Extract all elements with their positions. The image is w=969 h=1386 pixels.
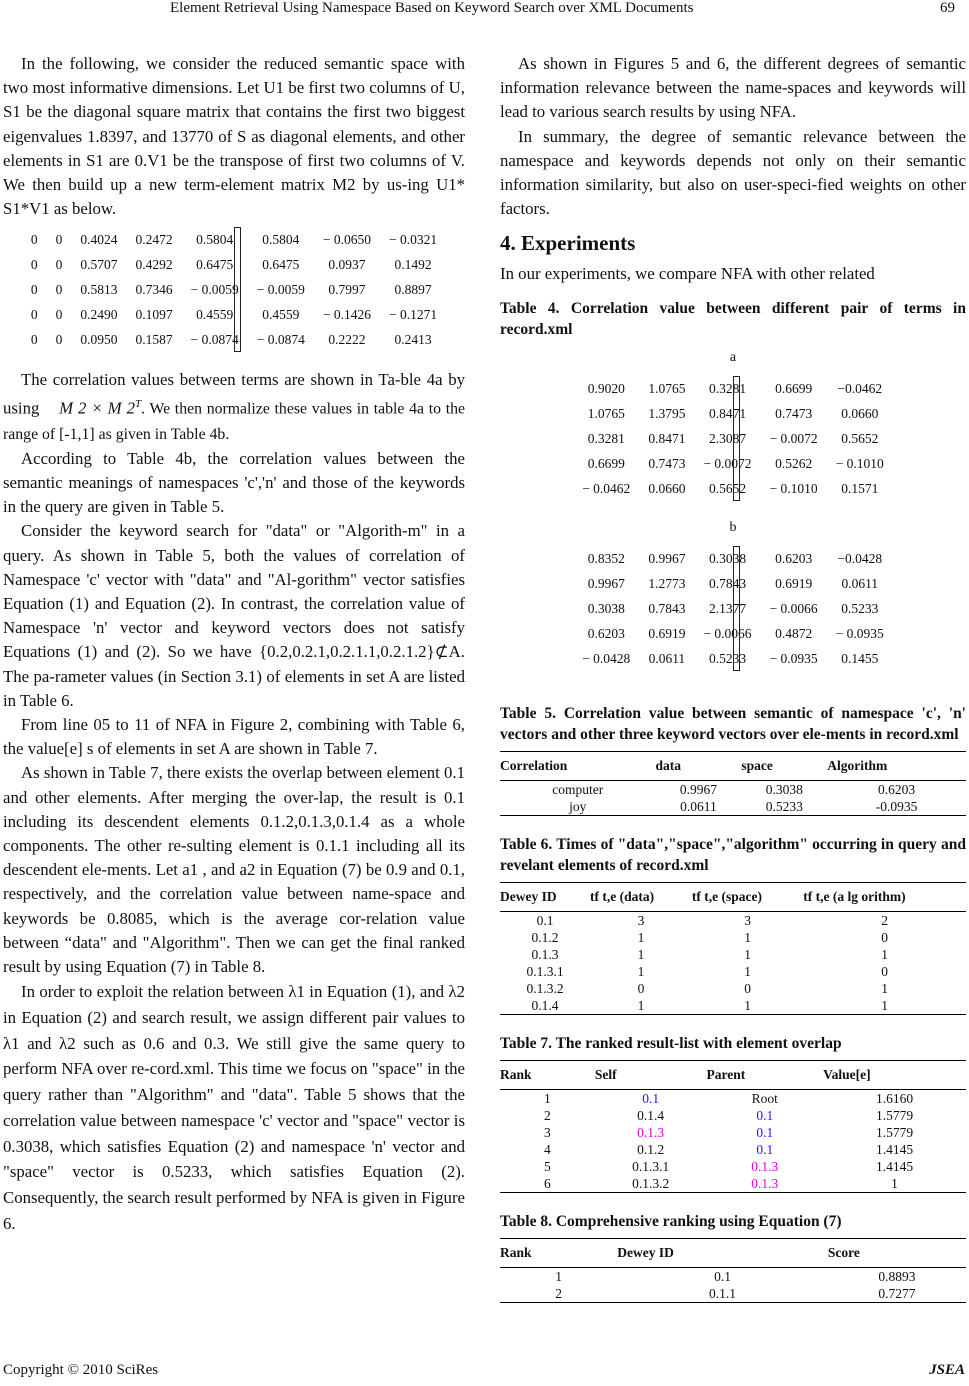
matrix-m2-cell: 0.4559 <box>262 307 300 323</box>
table6-cell: 0 <box>881 930 889 946</box>
table6-row <box>500 980 966 997</box>
table7-header-cell: Self <box>595 1061 707 1090</box>
matrix-m2-cell: 0.2222 <box>328 332 366 348</box>
table5-cell: 0.6203 <box>878 781 916 797</box>
table4b-cell: 0.6919 <box>648 626 686 642</box>
table4b-cell: 0.7843 <box>708 576 747 592</box>
table4a-cell: 0.6699 <box>775 381 813 397</box>
table6-cell: 2 <box>881 913 889 929</box>
table8-cell: 2 <box>500 1285 617 1303</box>
table4a-cell: 0.1571 <box>841 481 879 497</box>
matrix-m2-cell: 0.1587 <box>135 332 173 348</box>
table5-header-cell: Correlation <box>500 751 656 780</box>
table6-cell: 0 <box>881 964 889 980</box>
table7-cell: Root <box>751 1091 778 1107</box>
table6-row <box>500 997 966 1015</box>
table4b-cell: − 0.0066 <box>703 626 752 642</box>
matrix-m2-cell: 0.6475 <box>196 257 234 273</box>
table6-header-cell: tf t,e (space) <box>692 882 803 911</box>
table4a-matrix <box>500 376 966 508</box>
table4a-cell: 0.3281 <box>587 431 625 447</box>
table7-row <box>500 1158 966 1175</box>
table4b-label: b <box>729 520 737 536</box>
table4a-cell: − 0.1010 <box>769 481 818 497</box>
matrix-m2-cell: 0 <box>55 307 63 323</box>
paragraph: Consider the keyword search for "data" or "Algorith-m" in a query. As shown in Table 5, both the values of correlation of Namespace 'c' vector with "data" and "Al-gorithm" vector satisfies Equation (1) and Equation (2). In contrast, the correlation value of Namespace 'n' vector and keyword vectors does not satisfy Equations (1) and (2). So we have {0.2,0.2.1,0.2.1.1,0.2.1.2}⊄A. The pa-rameter values (in Section 3.1) of elements in set A are listed in Table 6. <box>3 521 465 710</box>
right-column <box>500 52 966 1303</box>
table5 <box>500 751 966 816</box>
table8-header-row <box>500 1239 966 1268</box>
matrix-m2-cell: 0.7997 <box>328 282 366 298</box>
table8-row <box>500 1268 966 1286</box>
table4b-cell: − 0.0066 <box>769 601 818 617</box>
matrix-m2-cell: 0 <box>30 257 38 273</box>
table8-cell: 0.1 <box>714 1269 731 1285</box>
table5-row <box>500 780 966 798</box>
table7-row <box>500 1124 966 1141</box>
page-number: 69 <box>940 0 955 16</box>
table8-header-cell: Score <box>828 1239 966 1268</box>
running-title: Element Retrieval Using Namespace Based on Keyword Search over XML Documents <box>170 0 694 16</box>
table6-row <box>500 929 966 946</box>
matrix-m2-cell: − 0.0874 <box>190 332 239 348</box>
table7-cell: 1.6160 <box>875 1091 914 1107</box>
table6-cell: 0 <box>744 981 751 997</box>
table7 <box>500 1060 966 1193</box>
matrix-m2-cell: − 0.0650 <box>322 232 371 248</box>
table4a-cell: 0.5262 <box>775 456 813 472</box>
paragraph: As shown in Figures 5 and 6, the different degrees of semantic information relevance between the name-spaces and keywords will lead to various search results by using NFA. <box>500 54 966 122</box>
matrix-m2-cell: − 0.0059 <box>190 282 239 298</box>
paragraph: In the following, we consider the reduced semantic space with two most informative dimensions. Let U1 be first two columns of U, S1 be the diagonal square matrix that contains the first two biggest eigenvalues 1.8397, and 13770 of S as diagonal elements, and other elements in S1 are 0.V1 be the transpose of first two columns of V. We then build up a new term-element matrix M2 by us-ing U1* S1*V1 as below. <box>3 54 465 219</box>
table4a-cell: 0.7473 <box>775 406 813 422</box>
table7-row <box>500 1090 966 1108</box>
table6-cell: 1 <box>637 947 645 963</box>
table6-cell: 1 <box>744 930 751 946</box>
table4b-cell: 0.6919 <box>775 576 813 592</box>
table7-cell: 5 <box>544 1159 551 1175</box>
table8-header-cell: Dewey ID <box>617 1239 828 1268</box>
table7-row <box>500 1175 966 1193</box>
matrix-m2-cell: 0.2413 <box>394 332 432 348</box>
table5-header-cell: Algorithm <box>827 751 966 780</box>
matrix-m2-cell: 0.8897 <box>394 282 432 298</box>
table7-cell: 1 <box>823 1175 966 1193</box>
table4a-cell: 0.9020 <box>587 381 625 397</box>
table6-row <box>500 946 966 963</box>
table4a-cell: − 0.0462 <box>582 481 631 497</box>
paragraph: In summary, the degree of semantic relevance between the namespace and keywords depends not only on their semantic information similarity, but also on user-speci-fied weights on other factors. <box>500 126 966 219</box>
matrix-m2-cell: − 0.0321 <box>389 232 438 248</box>
table4b-cell: 0.6203 <box>587 626 625 642</box>
table8-caption: Table 8. Comprehensive ranking using Equation (7) <box>500 1213 842 1231</box>
matrix-m2-cell: − 0.1426 <box>322 307 371 323</box>
table4a-cell: 0.8471 <box>708 406 747 422</box>
table5-cell: 0.9967 <box>679 781 717 797</box>
table7-caption: Table 7. The ranked result-list with element overlap <box>500 1035 842 1053</box>
table5-cell: -0.0935 <box>827 798 966 816</box>
matrix-m2-cell: 0 <box>30 232 38 248</box>
paragraph: As shown in Table 7, there exists the overlap between element 0.1 and other elements. After merging the over-lap, the result is 0.1 including its descendent elements 0.1.2,0.1.3,0.1.4 as a whole components. The other re-sulting element is 0.1.1 including all its descendent ele-ments. Let a1 , and a2 in Equation (7) be 0.9 and 0.1, respectively, and the correlation value between name-space and keywords be 0.8085, which is the average cor-relation value between “data" and "Algorithm". Then we can get the final ranked result by using Equation (7) in Table 8. <box>3 763 465 977</box>
table4b-cell: 2.1377 <box>708 601 747 617</box>
table4a-cell: − 0.0072 <box>703 456 752 472</box>
math-expression: M 2 × M 2 <box>59 398 135 418</box>
table6-header-cell: tf t,e (data) <box>590 882 692 911</box>
table8-cell: 1 <box>555 1269 562 1285</box>
section-heading: 4. Experiments <box>500 231 636 256</box>
table4b-cell: 0.5233 <box>841 601 879 617</box>
table4a-cell: 0.7473 <box>648 456 686 472</box>
matrix-m2-cell: 0 <box>55 282 63 298</box>
table4b-cell: 0.0611 <box>841 576 879 592</box>
table7-header-cell: Value[e] <box>823 1061 966 1090</box>
table7-cell: 1.5779 <box>875 1108 914 1124</box>
table6-cell: 0 <box>637 981 645 997</box>
table4a-cell: − 0.0072 <box>769 431 818 447</box>
table5-cell: 0.5233 <box>741 798 827 816</box>
matrix-m2-cell: 0.2472 <box>135 232 173 248</box>
matrix-m2-cell: 0.4559 <box>196 307 234 323</box>
table7-cell: 0.1 <box>756 1125 774 1141</box>
table6-cell: 1 <box>744 947 751 963</box>
table6-cell: 3 <box>637 913 645 929</box>
table7-cell: 0.1.3.2 <box>595 1175 707 1193</box>
table4a-cell: 0.5652 <box>708 481 747 497</box>
table6 <box>500 882 966 1015</box>
paragraph: The correlation values between terms are shown in Ta-ble 4a by using M 2 × M $2^T$. We then normalize these values in table 4a to the range of [-1,1] as given in Table 4b. <box>3 369 465 443</box>
table5-row <box>500 798 966 816</box>
table4b-cell: 0.4872 <box>775 626 813 642</box>
table4a-cell: 0.6699 <box>587 456 625 472</box>
table7-cell: 0.1.3.1 <box>632 1159 670 1175</box>
table8-cell: 0.8893 <box>878 1269 916 1285</box>
table7-cell: 0.1.3 <box>707 1175 824 1193</box>
table8-cell: 0.1.1 <box>617 1285 828 1303</box>
table6-cell: 1 <box>803 997 966 1015</box>
matrix-m2-cell: 0.5804 <box>262 232 300 248</box>
matrix-m2-cell: 0.5707 <box>80 257 118 273</box>
table4a-cell: 2.3087 <box>708 431 747 447</box>
table6-cell: 0.1.4 <box>500 997 590 1015</box>
matrix-m2-cell: 0.4024 <box>80 232 118 248</box>
table5-caption: Table 5. Correlation value between semantic of namespace 'c', 'n' vectors and other three keyword vectors over ele-ments in record.xml <box>500 704 966 743</box>
table8 <box>500 1238 966 1303</box>
table6-row <box>500 912 966 930</box>
table6-cell: 1 <box>881 947 889 963</box>
table7-header-cell: Rank <box>500 1061 595 1090</box>
table6-caption: Table 6. Times of "data","space","algorithm" occurring in query and revelant elements of record.xml <box>500 835 966 874</box>
table5-cell: 0.0611 <box>656 798 742 816</box>
table7-cell: 0.1.2 <box>637 1142 665 1158</box>
table4b-cell: 0.9967 <box>648 551 686 567</box>
table7-cell: 0.1 <box>756 1108 774 1124</box>
table4b-cell: 0.1455 <box>841 651 879 667</box>
table4a-cell: 0.0660 <box>648 481 686 497</box>
table4a-cell: 0.0660 <box>841 406 879 422</box>
matrix-m2-cell: 0 <box>55 257 63 273</box>
matrix-m2-cell: 0 <box>30 282 38 298</box>
table5-cell: 0.3038 <box>765 781 803 797</box>
table4b-cell: 0.5233 <box>708 651 747 667</box>
table6-cell: 1 <box>881 981 889 997</box>
table6-cell: 1 <box>744 964 751 980</box>
table6-cell: 0.1 <box>536 913 554 929</box>
table6-cell: 0.1.3 <box>531 947 559 963</box>
table6-cell: 1 <box>637 964 645 980</box>
paragraph: In order to exploit the relation between λ1 in Equation (1), and λ2 in Equation (2) and search result, we assign different pair values to λ1 and λ2 such as 0.6 and 0.3. We still give the same query to perform NFA over re-cord.xml. This time we focus on "space" in the query rather than "Algorithm" and "data". Table 5 shows that the correlation value between namespace 'c' vector and "space" vector is 0.3038, which satisfies Equation (2) and namespace 'n' vector and "space" vector is 0.5233, which satisfies Equation (2). Consequently, the search result performed by NFA is given in Figure 6. <box>3 982 465 1233</box>
page-header <box>0 0 969 24</box>
matrix-m2-cell: − 0.0059 <box>256 282 305 298</box>
matrix-m2-cell: 0.2490 <box>80 307 118 323</box>
matrix-m2-cell: 0 <box>55 232 63 248</box>
table4b-cell: − 0.0935 <box>769 651 818 667</box>
table7-cell: 0.1.3 <box>637 1125 665 1141</box>
matrix-m2-cell: 0.5804 <box>196 232 234 248</box>
table7-row <box>500 1107 966 1124</box>
table8-row <box>500 1285 966 1303</box>
table4a-cell: − 0.1010 <box>835 456 884 472</box>
table7-cell: 0.1.3 <box>751 1159 779 1175</box>
matrix-m2-cell: 0.0950 <box>80 332 118 348</box>
matrix-m2-cell: − 0.1271 <box>389 307 438 323</box>
table7-cell: 0.1 <box>756 1142 774 1158</box>
table4b-cell: 0.6203 <box>775 551 813 567</box>
table6-cell: 1 <box>590 997 692 1015</box>
table5-cell: computer <box>552 781 604 797</box>
matrix-m2-cell: 0.5813 <box>80 282 118 298</box>
table4b-cell: 0.8352 <box>587 551 625 567</box>
left-column <box>3 52 465 1236</box>
table7-cell: 6 <box>500 1175 595 1193</box>
table6-header-row <box>500 882 966 911</box>
table4a-cell: 0.8471 <box>648 431 686 447</box>
table4b-cell: 0.3038 <box>708 551 747 567</box>
table4b-cell: 0.0611 <box>648 651 686 667</box>
matrix-m2-cell: 0.1492 <box>394 257 432 273</box>
table7-cell: 0.1.4 <box>637 1108 665 1124</box>
table6-cell: 0.1.3.1 <box>526 964 564 980</box>
table4b-cell: 0.9967 <box>587 576 625 592</box>
table7-cell: 1 <box>544 1091 551 1107</box>
table7-header-cell: Parent <box>707 1061 824 1090</box>
matrix-m2-cell: − 0.0874 <box>256 332 305 348</box>
table4b-cell: − 0.0428 <box>582 651 631 667</box>
matrix-m2-cell: 0 <box>55 332 63 348</box>
table7-cell: 3 <box>544 1125 551 1141</box>
table4b-cell: 1.2773 <box>648 576 686 592</box>
matrix-m2-cell: 0 <box>30 332 38 348</box>
table8-cell: 0.7277 <box>828 1285 966 1303</box>
table4a-cell: 1.0765 <box>648 381 686 397</box>
table5-header-cell: data <box>656 751 742 780</box>
table5-header-row <box>500 751 966 780</box>
table4a-cell: 1.3795 <box>648 406 686 422</box>
matrix-m2-cell: 0.7346 <box>135 282 173 298</box>
table4a-cell: −0.0462 <box>837 381 883 397</box>
table7-row <box>500 1141 966 1158</box>
matrix-m2-cell: 0.1097 <box>135 307 173 323</box>
paragraph: According to Table 4b, the correlation values between the semantic meanings of namespaces 'c','n' and those of the keywords in the query are given in Table 5. <box>3 448 465 517</box>
table6-cell: 0.1.3.2 <box>526 981 564 997</box>
table7-cell: 1.5779 <box>875 1125 914 1141</box>
table7-cell: 1.4145 <box>875 1159 914 1175</box>
paragraph: In our experiments, we compare NFA with other related <box>500 263 875 283</box>
matrix-m2-cell: 0.4292 <box>135 257 173 273</box>
matrix-m2-cell: 0.6475 <box>262 257 300 273</box>
table4a-cell: 1.0765 <box>587 406 625 422</box>
table4b-cell: 0.7843 <box>648 601 686 617</box>
journal-name: JSEA <box>929 1362 965 1378</box>
table6-cell: 0.1.2 <box>531 930 559 946</box>
table5-header-cell: space <box>741 751 827 780</box>
table7-cell: 2 <box>544 1108 551 1124</box>
table7-cell: 0.1 <box>642 1091 660 1107</box>
matrix-m2-cell: 0.0937 <box>328 257 366 273</box>
table4b-cell: 0.3038 <box>587 601 625 617</box>
table8-header-cell: Rank <box>500 1239 617 1268</box>
table6-row <box>500 963 966 980</box>
matrix-m2-cell: 0 <box>30 307 38 323</box>
table7-cell: 4 <box>544 1142 551 1158</box>
matrix-m2 <box>3 227 465 359</box>
table4b-cell: −0.0428 <box>837 551 883 567</box>
table4a-cell: 0.3281 <box>708 381 747 397</box>
table6-cell: 1 <box>692 997 803 1015</box>
table5-cell: joy <box>500 798 656 816</box>
table4-caption: Table 4. Correlation value between different pair of terms in record.xml <box>500 299 966 338</box>
table4b-cell: − 0.0935 <box>835 626 884 642</box>
table6-header-cell: tf t,e (a lg orithm) <box>803 882 966 911</box>
table4a-label: a <box>729 349 737 365</box>
table6-header-cell: Dewey ID <box>500 882 590 911</box>
table7-cell: 1.4145 <box>875 1142 914 1158</box>
copyright: Copyright © 2010 SciRes <box>3 1362 159 1378</box>
table7-header-row <box>500 1061 966 1090</box>
paragraph: From line 05 to 11 of NFA in Figure 2, combining with Table 6, the value[e] s of elements in set A are shown in Table 7. <box>3 715 465 759</box>
table4a-cell: 0.5652 <box>841 431 879 447</box>
table6-cell: 1 <box>637 930 645 946</box>
table4b-matrix <box>500 546 966 678</box>
table6-cell: 3 <box>744 913 751 929</box>
